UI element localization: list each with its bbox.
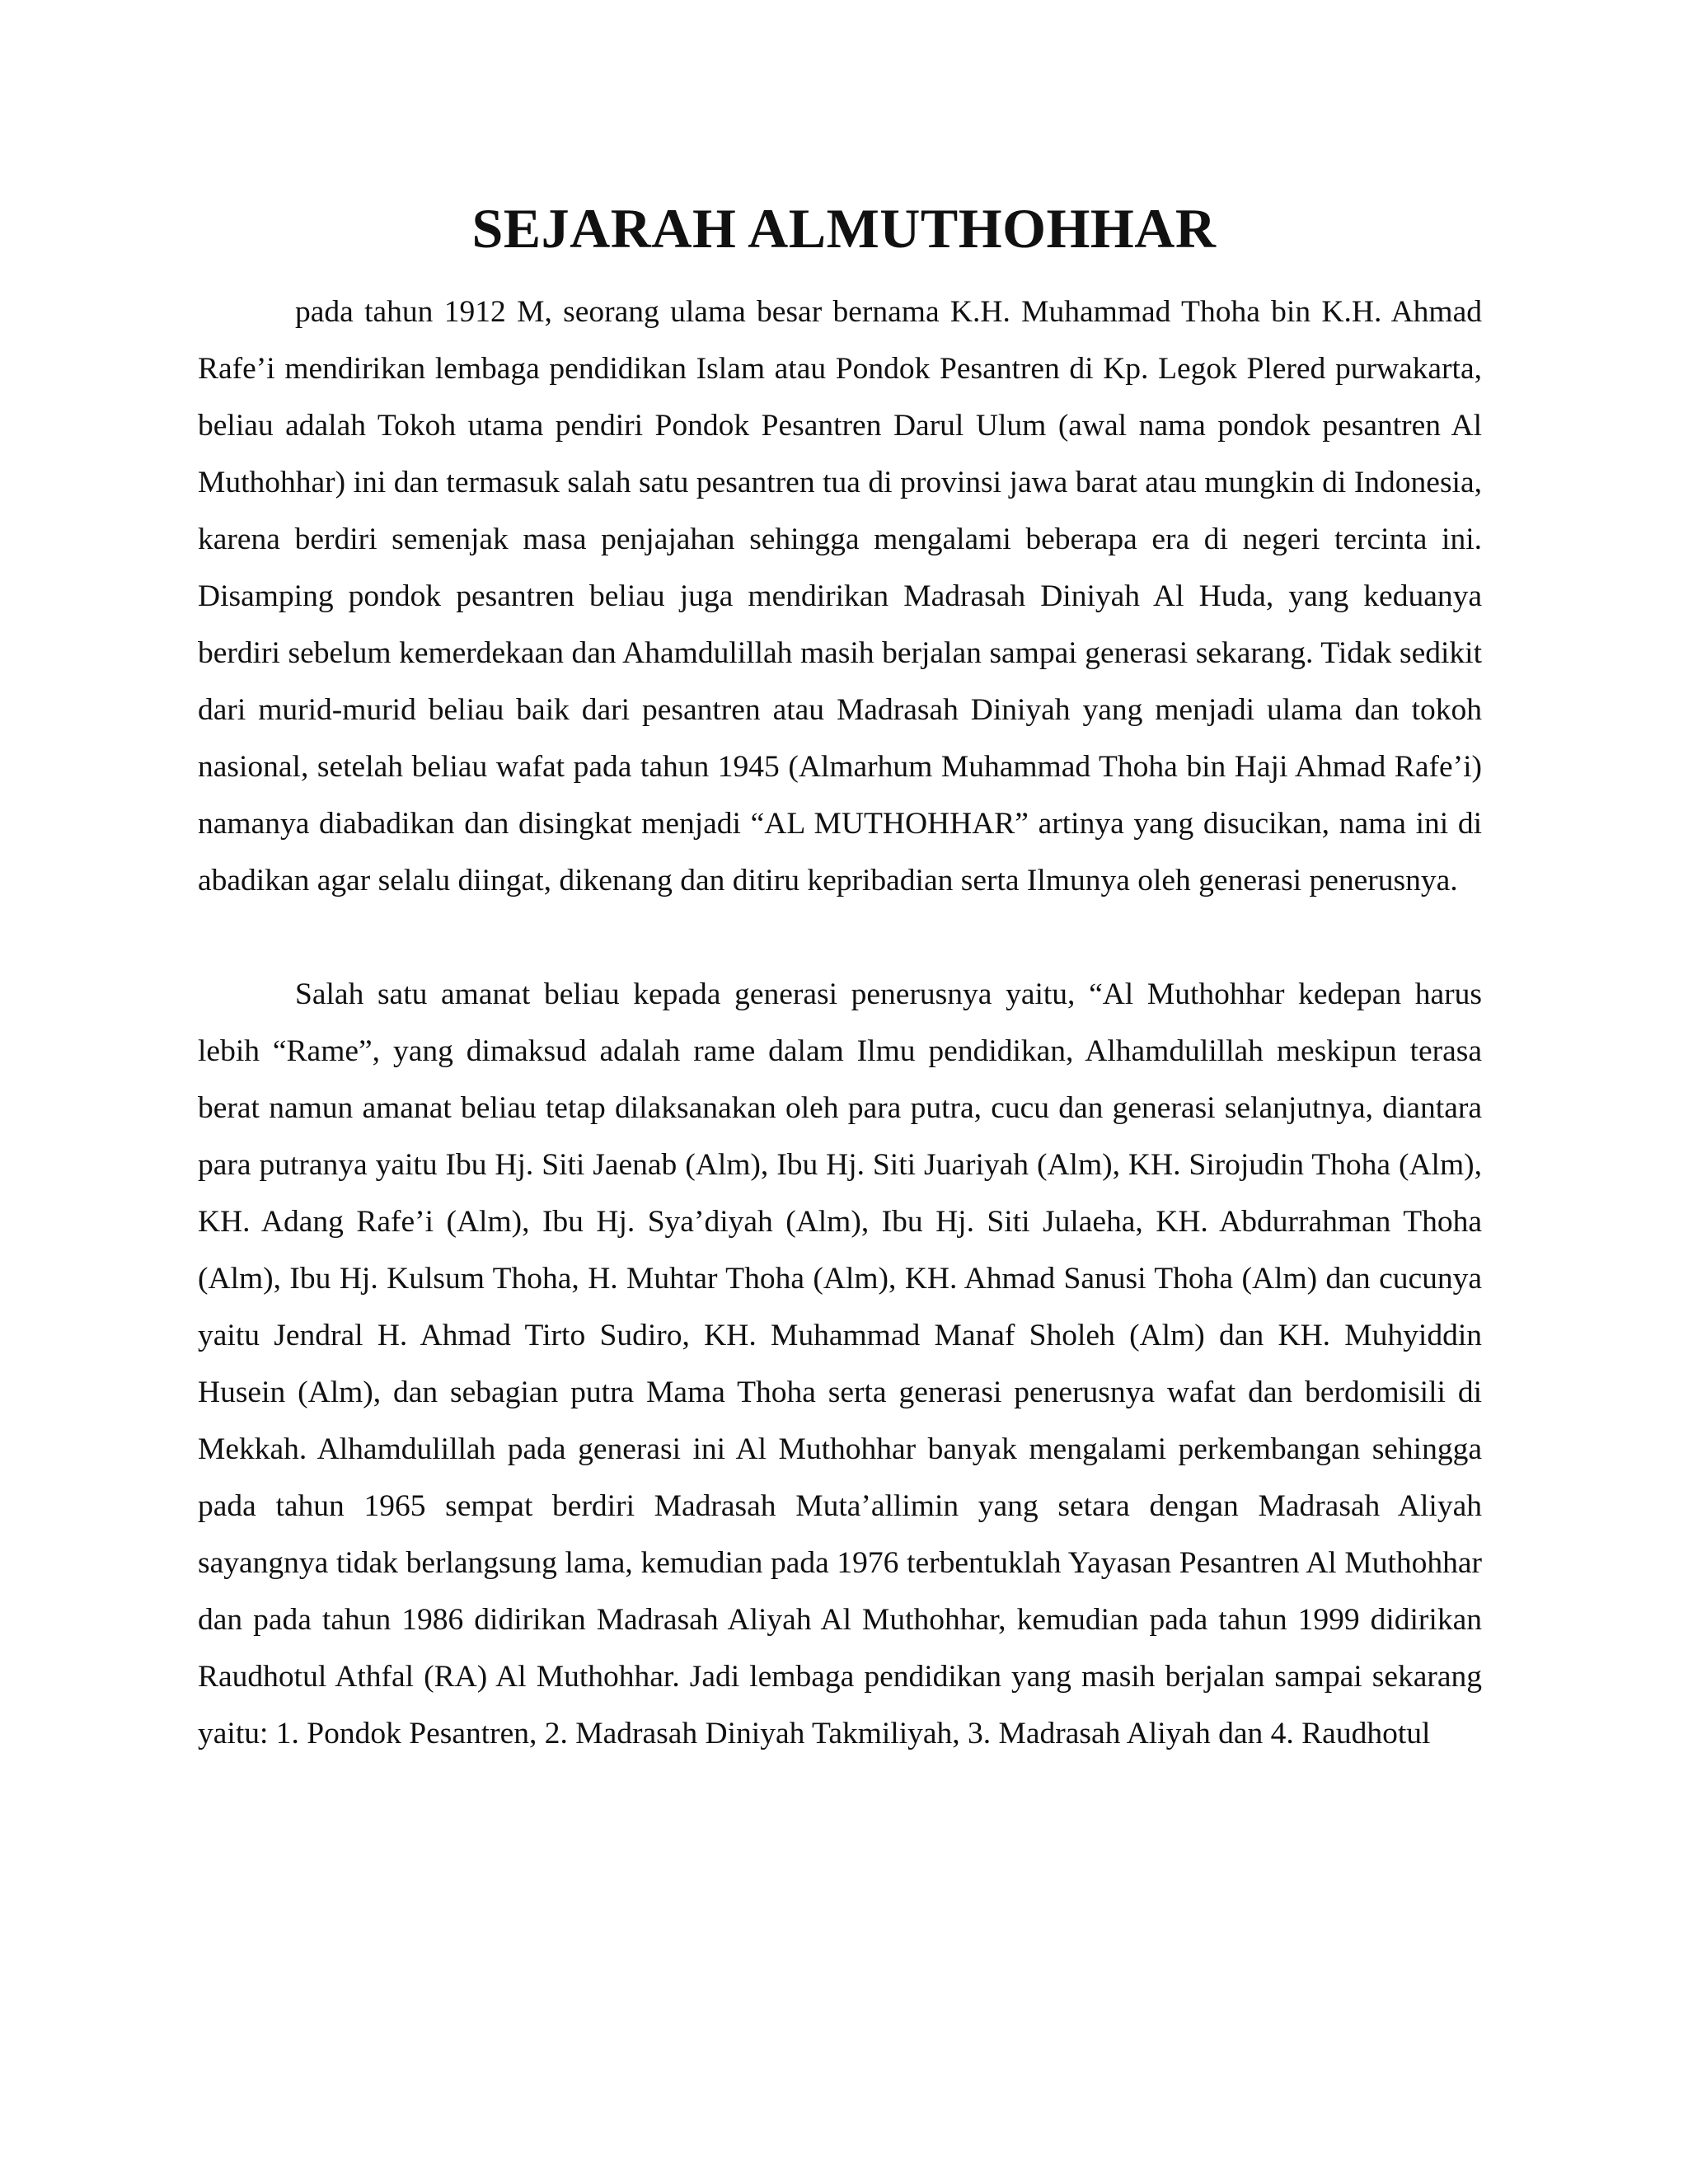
document-body [198, 284, 1482, 1762]
paragraph-history-development: Salah satu amanat beliau kepada generasi penerusnya yaitu, “Al Muthohhar kedepan harus lebih “Rame”, yang dimaksud adalah rame dalam Ilmu pendidikan, Alhamdulillah meskipun terasa berat namun amanat beliau tetap dilaksanakan oleh para putra, cucu dan generasi selanjutnya, diantara para putranya yaitu Ibu Hj. Siti Jaenab (Alm), Ibu Hj. Siti Juariyah (Alm), KH. Sirojudin Thoha (Alm), KH. Adang Rafe’i (Alm), Ibu Hj. Sya’diyah (Alm), Ibu Hj. Siti Julaeha, KH. Abdurrahman Thoha (Alm), Ibu Hj. Kulsum Thoha, H. Muhtar Thoha (Alm), KH. Ahmad Sanusi Thoha (Alm) dan cucunya yaitu Jendral H. Ahmad Tirto Sudiro, KH. Muhammad Manaf Sholeh (Alm) dan KH. Muhyiddin Husein (Alm), dan sebagian putra Mama Thoha serta generasi penerusnya wafat dan berdomisili di Mekkah. Alhamdulillah pada generasi ini Al Muthohhar banyak mengalami perkembangan sehingga pada tahun 1965 sempat berdiri Madrasah Muta’allimin yang setara dengan Madrasah Aliyah sayangnya tidak berlangsung lama, kemudian pada 1976 terbentuklah Yayasan Pesantren Al Muthohhar dan pada tahun 1986 didirikan Madrasah Aliyah Al Muthohhar, kemudian pada tahun 1999 didirikan Raudhotul Athfal (RA) Al Muthohhar. Jadi lembaga pendidikan yang masih berjalan sampai sekarang yaitu: 1. Pondok Pesantren, 2. Madrasah Diniyah Takmiliyah, 3. Madrasah Aliyah dan 4. Raudhotul [198, 977, 1482, 1750]
document-title: SEJARAH ALMUTHOHHAR [471, 197, 1217, 260]
paragraph-history-founding: pada tahun 1912 M, seorang ulama besar bernama K.H. Muhammad Thoha bin K.H. Ahmad Rafe’i mendirikan lembaga pendidikan Islam atau Pondok Pesantren di Kp. Legok Plered purwakarta, beliau adalah Tokoh utama pendiri Pondok Pesantren Darul Ulum (awal nama pondok pesantren Al Muthohhar) ini dan termasuk salah satu pesantren tua di provinsi jawa barat atau mungkin di Indonesia, karena berdiri semenjak masa penjajahan sehingga mengalami beberapa era di negeri tercinta ini. Disamping pondok pesantren beliau juga mendirikan Madrasah Diniyah Al Huda, yang keduanya berdiri sebelum kemerdekaan dan Ahamdulillah masih berjalan sampai generasi sekarang. Tidak sedikit dari murid-murid beliau baik dari pesantren atau Madrasah Diniyah yang menjadi ulama dan tokoh nasional, setelah beliau wafat pada tahun 1945 (Almarhum Muhammad Thoha bin Haji Ahmad Rafe’i) namanya diabadikan dan disingkat menjadi “AL MUTHOHHAR” artinya yang disucikan, nama ini di abadikan agar selalu diingat, dikenang dan ditiru kepribadian serta Ilmunya oleh generasi penerusnya. [198, 295, 1482, 898]
